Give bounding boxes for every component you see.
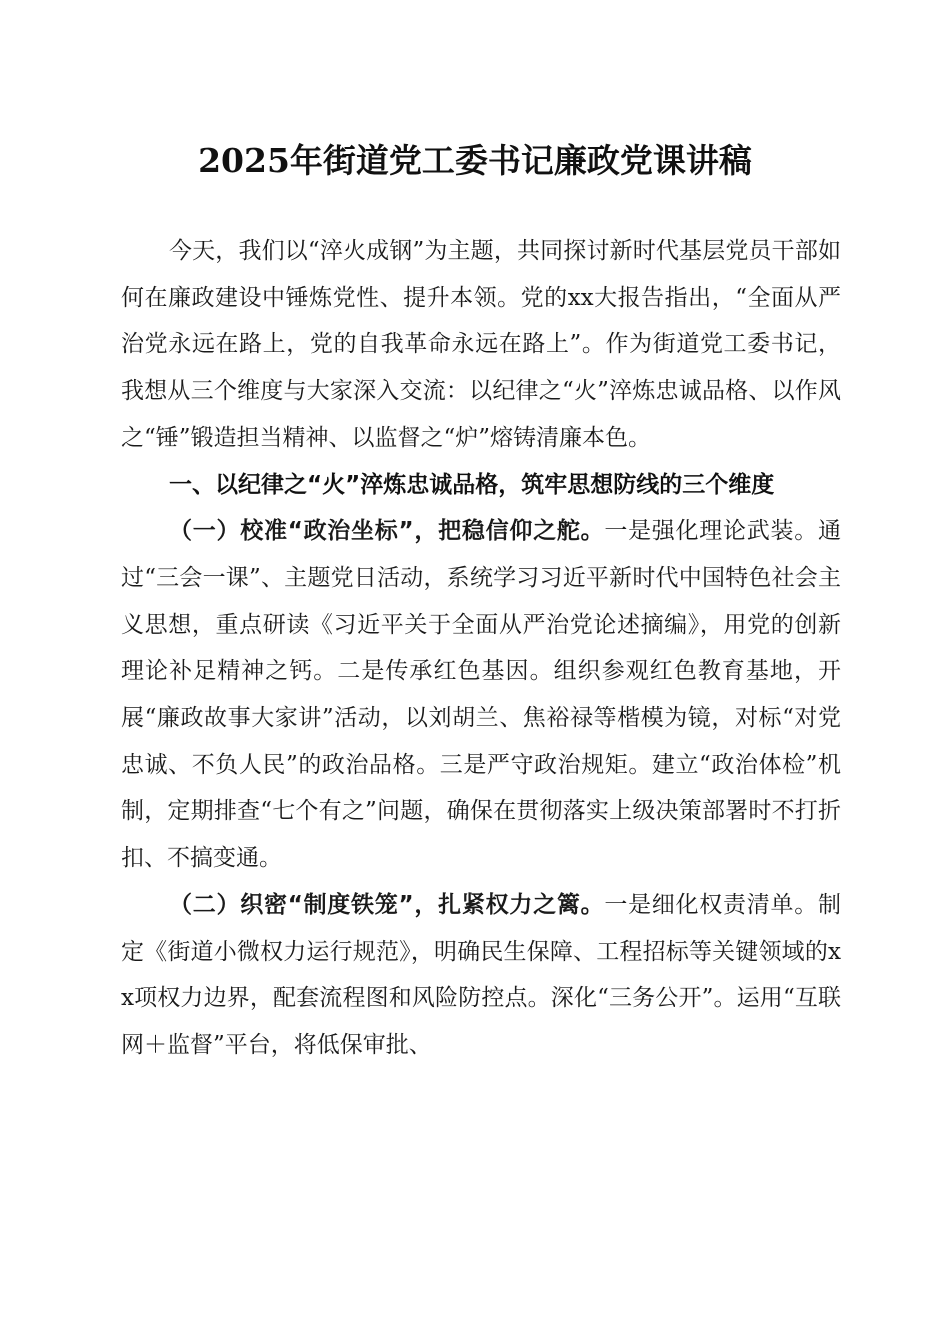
intro-paragraph: 今天，我们以“淬火成钢”为主题，共同探讨新时代基层党员干部如何在廉政建设中锤炼党性、提升本领。党的xx大报告指出，“全面从严治党永远在路上，党的自我革命永远在路上”。作为街道党工委书记，我想从三个维度与大家深入交流：以纪律之“火”淬炼忠诚品格、以作风之“锤”锻造担当精神、以监督之“炉”熔铸清廉本色。 xyxy=(121,238,841,451)
subsection-title-2: （二）织密“制度铁笼”，扎紧权力之篱。 xyxy=(169,891,605,918)
subsection-paragraph-2 xyxy=(121,882,841,1069)
subsection-paragraph-1 xyxy=(121,508,841,882)
subsection-text-1: 一是强化理论武装。通过“三会一课”、主题党日活动，系统学习习近平新时代中国特色社会主义思想，重点研读《习近平关于全面从严治党论述摘编》，用党的创新理论补足精神之钙。二是传承红色基因。组织参观红色教育基地，开展“廉政故事大家讲”活动，以刘胡兰、焦裕禄等楷模为镜，对标“对党忠诚、不负人民”的政治品格。三是严守政治规矩。建立“政治体检”机制，定期排查“七个有之”问题，确保在贯彻落实上级决策部署时不打折扣、不搞变通。 xyxy=(121,518,842,872)
document-body xyxy=(121,228,841,1069)
subsection-title-1: （一）校准“政治坐标”，把稳信仰之舵。 xyxy=(169,518,605,545)
subsection-text-2: 一是细化权责清单。制定《街道小微权力运行规范》，明确民生保障、工程招标等关键领域的xx项权力边界，配套流程图和风险防控点。深化“三务公开”。运用“互联网＋监督”平台，将低保审批、 xyxy=(121,891,842,1058)
section-heading-1: 一、以纪律之“火”淬炼忠诚品格，筑牢思想防线的三个维度 xyxy=(169,471,775,498)
document-title: 2025年街道党工委书记廉政党课讲稿 xyxy=(198,141,752,180)
